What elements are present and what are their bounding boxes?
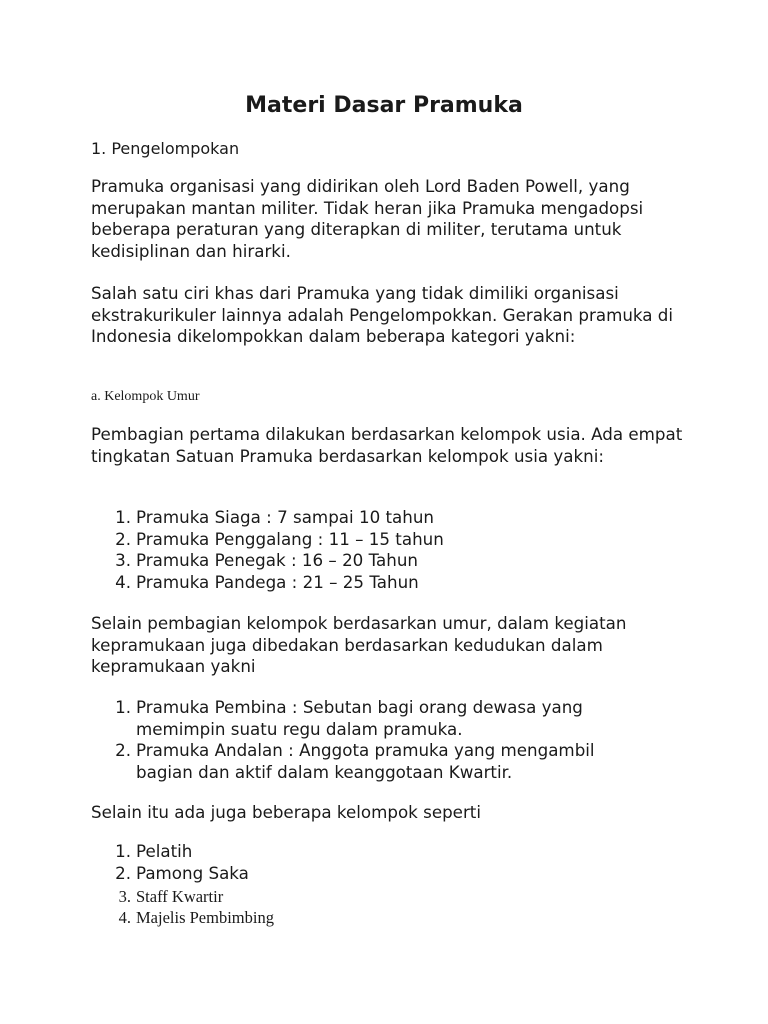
list-item [91, 507, 691, 529]
list-item-text: Pramuka Pembina : Sebutan bagi orang dewasa yang memimpin suatu regu dalam pramuka. [136, 697, 583, 739]
list-item-text: Pelatih [136, 841, 193, 861]
paragraph-kedudukan: Selain pembagian kelompok berdasarkan umur, dalam kegiatan kepramukaan juga dibedakan berdasarkan kedudukan dalam kepramukaan yakni [91, 613, 627, 677]
list-item-text: Pramuka Andalan : Anggota pramuka yang mengambil bagian dan aktif dalam keanggotaan Kwartir. [136, 740, 595, 783]
list-age-groups [91, 507, 691, 594]
list-item-number: 1. [115, 841, 131, 861]
list-item [91, 907, 691, 928]
list-item-text: Pamong Saka [136, 862, 249, 883]
list-item [91, 841, 691, 863]
paragraph-ciri-khas: Salah satu ciri khas dari Pramuka yang tidak dimiliki organisasi ekstrakurikuler lainnya adalah Pengelompokkan. Gerakan pramuka di Indonesia dikelompokkan dalam beberapa kategori yakni: [91, 283, 674, 347]
list-item-text: Pramuka Pandega : 21 – 25 Tahun [136, 572, 419, 593]
list-item-number: 4. [115, 572, 131, 593]
list-other-groups-continued [91, 886, 691, 928]
section-heading-pengelompokan: 1. Pengelompokan [91, 139, 240, 158]
paragraph-pembagian-usia: Pembagian pertama dilakukan berdasarkan kelompok usia. Ada empat tingkatan Satuan Pramuka berdasarkan kelompok usia yakni: [91, 424, 683, 466]
list-item-text: Pramuka Penggalang : 11 – 15 tahun [136, 528, 444, 549]
list-item-text: Majelis Pembimbing [136, 908, 274, 927]
paragraph-kelompok-lain: Selain itu ada juga beberapa kelompok seperti [91, 802, 481, 822]
list-item-text: Pramuka Penegak : 16 – 20 Tahun [136, 550, 418, 571]
list-item [91, 529, 691, 551]
list-positions [91, 697, 651, 784]
list-item-number: 3. [118, 887, 131, 906]
document-title: Materi Dasar Pramuka [245, 93, 523, 118]
list-other-groups [91, 841, 691, 884]
list-item-number: 1. [115, 697, 131, 717]
list-item-number: 1. [115, 507, 131, 527]
list-item-number: 2. [115, 528, 131, 549]
list-item-text: Staff Kwartir [136, 887, 224, 906]
list-item [91, 550, 691, 572]
list-item [91, 740, 651, 783]
list-item-number: 3. [115, 550, 131, 571]
list-item-text: Pramuka Siaga : 7 sampai 10 tahun [136, 507, 434, 527]
paragraph-intro: Pramuka organisasi yang didirikan oleh Lord Baden Powell, yang merupakan mantan militer. Tidak heran jika Pramuka mengadopsi beberapa peraturan yang diterapkan di militer, terutama untuk kedisiplinan dan hirarki. [91, 176, 644, 262]
list-item-number: 4. [118, 908, 131, 927]
subheading-kelompok-umur: a. Kelompok Umur [91, 389, 200, 404]
list-item [91, 886, 691, 907]
list-item [91, 863, 691, 885]
list-item-number: 2. [115, 862, 131, 883]
list-item [91, 697, 651, 740]
list-item [91, 572, 691, 594]
list-item-number: 2. [115, 740, 131, 761]
